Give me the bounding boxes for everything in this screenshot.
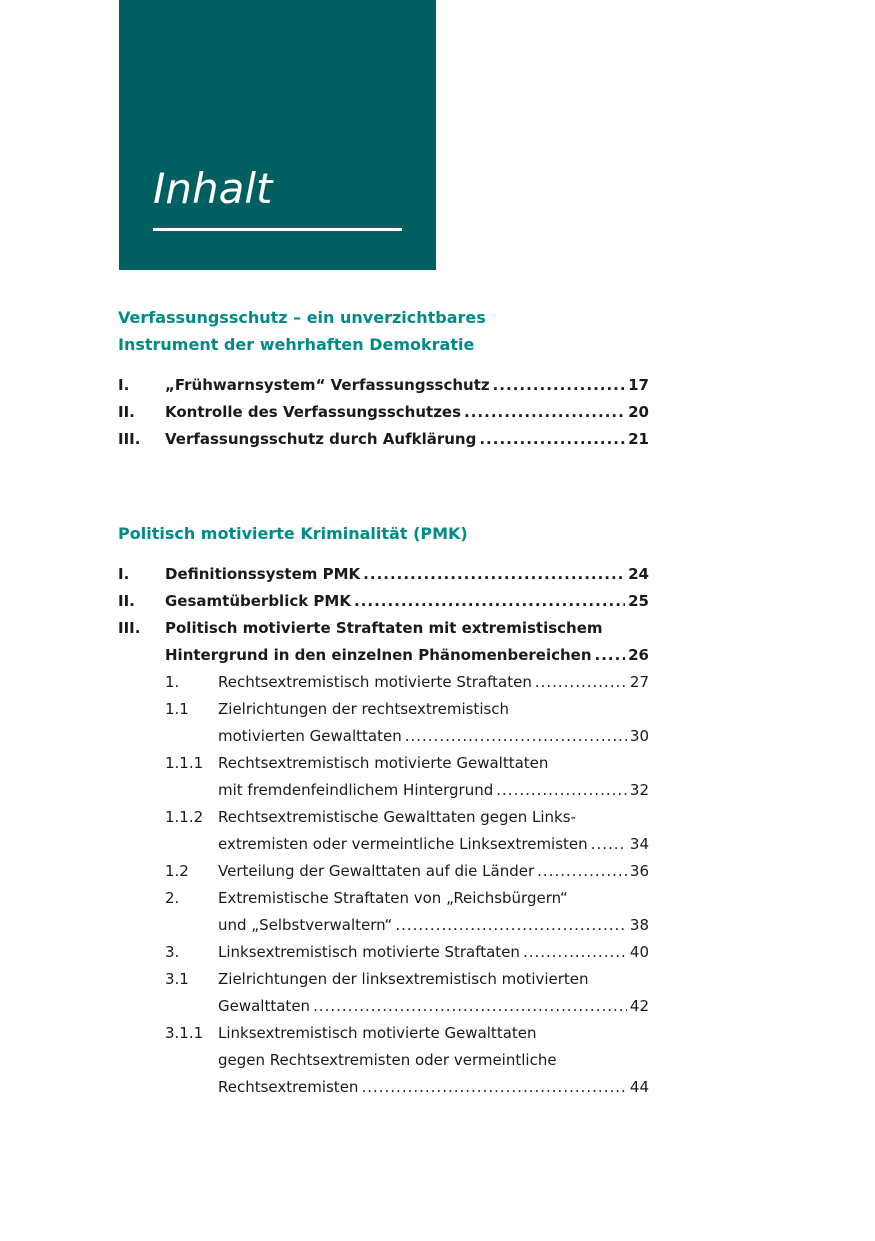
entry-number: III. <box>118 619 141 637</box>
toc-entry-line <box>118 615 649 642</box>
page-number: 40 <box>629 943 649 961</box>
entry-title: extremisten oder vermeintliche Linksextremisten <box>218 835 588 853</box>
entry-title-row <box>218 723 649 750</box>
dot-leader <box>595 642 626 669</box>
toc-entry-line <box>118 804 649 831</box>
entry-title-row <box>218 966 649 993</box>
entry-title: Rechtsextremistische Gewalttaten gegen Links- <box>218 808 576 826</box>
entry-title: Extremistische Straftaten von „Reichsbürgern“ <box>218 889 568 907</box>
dot-leader <box>313 993 627 1020</box>
entry-title-row <box>218 804 649 831</box>
entry-title: Linksextremistisch motivierte Straftaten <box>218 943 520 961</box>
toc-entry-line <box>118 1020 649 1047</box>
entry-title-row <box>218 885 649 912</box>
toc-entry-line <box>118 399 649 426</box>
entry-title: Kontrolle des Verfassungsschutzes <box>165 403 462 421</box>
dot-leader <box>537 858 627 885</box>
page-number: 27 <box>629 673 649 691</box>
entry-title-row <box>165 588 649 615</box>
dot-leader <box>361 1074 626 1101</box>
entry-number: I. <box>118 565 130 583</box>
entry-title: Verfassungsschutz durch Aufklärung <box>165 430 477 448</box>
entry-title: Verteilung der Gewalttaten auf die Länder <box>218 862 535 880</box>
entry-title-row <box>165 399 649 426</box>
header-box <box>119 0 436 270</box>
entry-number: 3.1 <box>165 970 189 988</box>
entry-title-row <box>165 615 649 642</box>
entry-number: 1.1.1 <box>165 754 204 772</box>
toc-entry-line <box>118 588 649 615</box>
entry-title-row <box>165 372 649 399</box>
entry-title-row <box>218 1047 649 1074</box>
entry-title-row <box>218 696 649 723</box>
entry-title: Linksextremistisch motivierte Gewalttaten <box>218 1024 537 1042</box>
entry-title-row <box>218 1020 649 1047</box>
toc-entry-line <box>118 993 649 1020</box>
toc-entry-line <box>118 723 649 750</box>
page-number: 32 <box>629 781 649 799</box>
entry-title-row <box>165 426 649 453</box>
toc-entry-line <box>118 939 649 966</box>
toc-entry-line <box>118 669 649 696</box>
dot-leader <box>591 831 627 858</box>
toc-entry-line <box>118 966 649 993</box>
page-number: 17 <box>628 376 649 394</box>
toc-entry-line <box>118 561 649 588</box>
entry-title: Gewalttaten <box>218 997 311 1015</box>
toc-entry-line <box>118 426 649 453</box>
entry-title-row <box>218 912 649 939</box>
entry-title-row <box>218 993 649 1020</box>
dot-leader <box>395 912 627 939</box>
entry-title: Rechtsextremistisch motivierte Gewalttaten <box>218 754 549 772</box>
section-heading: Politisch motivierte Kriminalität (PMK) <box>118 524 468 543</box>
dot-leader <box>354 588 625 615</box>
page-number: 26 <box>628 646 649 664</box>
dot-leader <box>535 669 627 696</box>
entry-number: 3.1.1 <box>165 1024 204 1042</box>
dot-leader <box>493 372 626 399</box>
page-number: 42 <box>629 997 649 1015</box>
page-number: 30 <box>629 727 649 745</box>
toc-entry-line <box>118 642 649 669</box>
page-number: 21 <box>628 430 649 448</box>
entry-number: 1.1.2 <box>165 808 204 826</box>
entry-title: Rechtsextremisten <box>218 1078 359 1096</box>
entry-title: Gesamtüberblick PMK <box>165 592 351 610</box>
toc-entry-line <box>118 1047 649 1074</box>
page-number: 24 <box>628 565 649 583</box>
toc-entry-line <box>118 696 649 723</box>
entry-title-row <box>165 642 649 669</box>
toc-entry-line <box>118 831 649 858</box>
entry-title: Zielrichtungen der rechtsextremistisch <box>218 700 510 718</box>
entry-title: Zielrichtungen der linksextremistisch motivierten <box>218 970 589 988</box>
dot-leader <box>464 399 625 426</box>
entry-title-row <box>165 561 649 588</box>
entry-title: gegen Rechtsextremisten oder vermeintliche <box>218 1051 557 1069</box>
page-title: Inhalt <box>153 164 273 213</box>
page-number: 38 <box>629 916 649 934</box>
toc-entry-line <box>118 858 649 885</box>
section-heading: Instrument der wehrhaften Demokratie <box>118 335 475 354</box>
entry-number: III. <box>118 430 141 448</box>
toc-entry-line <box>118 885 649 912</box>
page-number: 20 <box>628 403 649 421</box>
entry-title: Definitionssystem PMK <box>165 565 361 583</box>
toc-entry-line <box>118 750 649 777</box>
entry-number: 1.1 <box>165 700 189 718</box>
dot-leader <box>479 426 625 453</box>
dot-leader <box>496 777 627 804</box>
entry-title-row <box>218 669 649 696</box>
entry-number: 3. <box>165 943 180 961</box>
entry-title-row <box>218 1074 649 1101</box>
dot-leader <box>405 723 627 750</box>
page-number: 36 <box>629 862 649 880</box>
title-underline <box>153 228 402 231</box>
dot-leader <box>363 561 625 588</box>
entry-title: „Frühwarnsystem“ Verfassungsschutz <box>165 376 490 394</box>
entry-title-row <box>218 831 649 858</box>
toc-entry-line <box>118 372 649 399</box>
entry-number: II. <box>118 403 135 421</box>
dot-leader <box>523 939 627 966</box>
entry-title: mit fremdenfeindlichem Hintergrund <box>218 781 494 799</box>
entry-number: 1.2 <box>165 862 189 880</box>
entry-title: Rechtsextremistisch motivierte Straftaten <box>218 673 532 691</box>
page-number: 25 <box>628 592 649 610</box>
page-number: 44 <box>629 1078 649 1096</box>
entry-title: motivierten Gewalttaten <box>218 727 402 745</box>
entry-number: 1. <box>165 673 180 691</box>
toc-entry-line <box>118 912 649 939</box>
toc-entry-line <box>118 1074 649 1101</box>
entry-number: 2. <box>165 889 180 907</box>
entry-title-row <box>218 750 649 777</box>
section-heading: Verfassungsschutz – ein unverzichtbares <box>118 308 486 327</box>
page-number: 34 <box>629 835 649 853</box>
entry-title: Politisch motivierte Straftaten mit extremistischem <box>165 619 603 637</box>
entry-title: Hintergrund in den einzelnen Phänomenbereichen <box>165 646 592 664</box>
entry-title: und „Selbstverwaltern“ <box>218 916 393 934</box>
entry-title-row <box>218 939 649 966</box>
toc-entry-line <box>118 777 649 804</box>
entry-title-row <box>218 777 649 804</box>
entry-title-row <box>218 858 649 885</box>
entry-number: II. <box>118 592 135 610</box>
entry-number: I. <box>118 376 130 394</box>
